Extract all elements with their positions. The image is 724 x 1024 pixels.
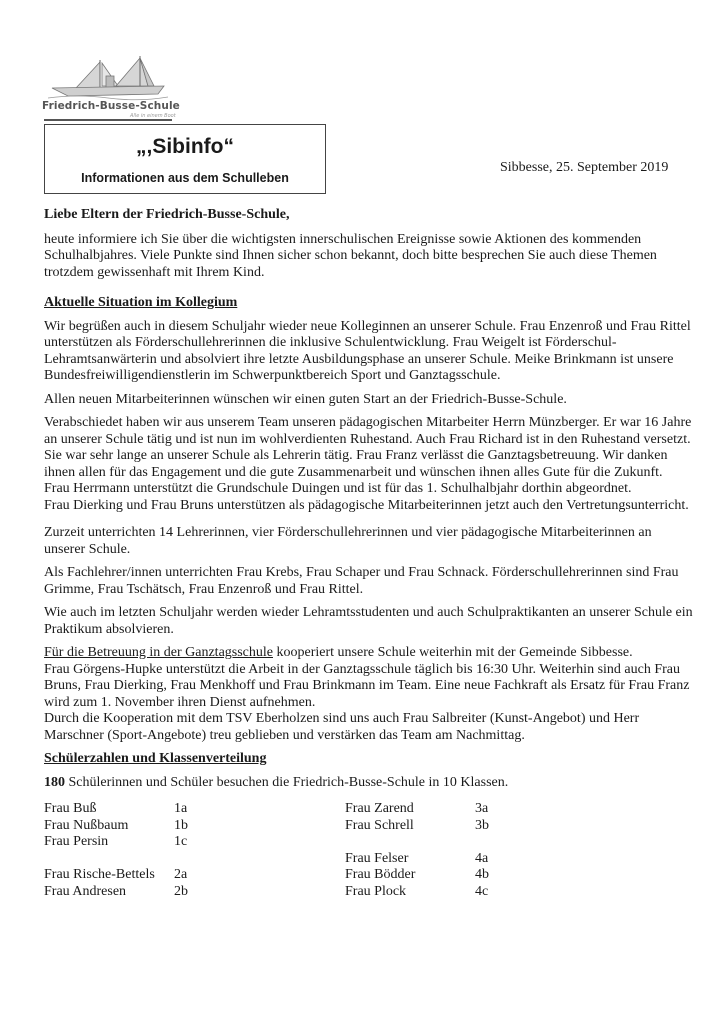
teacher-name: Frau Buß [44,801,97,816]
paragraph-new-colleagues: Wir begrüßen auch in diesem Schuljahr wieder neue Kolleginnen an unserer Schule. Frau Enzenroß und Frau Rittel unterstützen als Förderschullehrerinnen die inklusive Schulentwicklung. Frau Weigelt ist Förderschul-Lehramtsanwärterin und absolviert ihre letzte Ausbildungsphase an unserer Schule. Meike Brinkmann ist unsere Bundesfreiwilligendienstlerin im Schwerpunktbereich Sport und Ganztagsschule. [44,318,691,383]
ganztag-staff: Frau Görgens-Hupke unterstützt die Arbeit in der Ganztagsschule täglich bis 16:30 Uhr. Weiterhin sind auch Frau Bruns, Frau Dierking, Frau Menkhoff und Frau Brinkmann im Team. Eine neue Fachkraft als Ersatz für Frau Franz wird zum 1. November ihren Dienst aufnehmen. [44,661,690,710]
teacher-name: Frau Nußbaum [44,817,129,833]
intro-paragraph: heute informiere ich Sie über die wichtigsten innerschulischen Ereignisse sowie Aktionen des kommenden Schulhalbjahres. Viele Punkte sind Ihnen sicher schon bekannt, doch bitte besprechen Sie auch diese Themen trotzdem gewissenhaft mit Ihrem Kind. [44,231,657,280]
teacher-name: Frau Bödder [345,867,416,882]
greeting: Liebe Eltern der Friedrich-Busse-Schule, [44,207,290,222]
paragraph-specialist-teachers: Als Fachlehrer/innen unterrichten Frau Krebs, Frau Schaper und Frau Schnack. Förderschullehrerinnen sind Frau Grimme, Frau Tschätsch, Frau Enzenroß und Frau Rittel. [44,565,679,597]
newsletter-title-box [44,124,326,194]
place-date: Sibbesse, 25. September 2019 [500,160,669,175]
class-label: 2a [174,867,188,882]
student-count: 180 [44,774,65,790]
letter-body [44,207,694,911]
farewell-text: Verabschiedet haben wir aus unserem Team unseren pädagogischen Mitarbeiter Herrn Münzberger. Er war 16 Jahre an unserer Schule tätig und ist nun im wohlverdienten Ruhestand. Auch Frau Richard ist in den Ruhestand versetzt. Sie war sehr lange an unserer Schule als Lehrerin tätig. Frau Franz verlässt die Ganztagsbetreuung. Wir danken ihnen allen für das Engagement und die gute Zusammenarbeit und wünschen ihnen alles Gute für die Zukunft. [44,415,692,480]
paragraph-welcome: Allen neuen Mitarbeiterinnen wünschen wir einen guten Start an der Friedrich-Busse-Schule. [44,391,567,407]
class-label: 3b [475,817,489,833]
teacher-name: Frau Schrell [345,817,414,833]
student-count-line [44,775,694,792]
paragraph-interns: Wie auch im letzten Schuljahr werden wieder Lehramtsstudenten und auch Schulpraktikanten an unserer Schule ein Praktikum absolvieren. [44,605,693,637]
logo-divider [44,119,172,121]
teacher-name: Frau Felser [345,850,409,866]
class-label: 1a [174,801,188,816]
newsletter-subtitle: Informationen aus dem Schulleben [81,171,289,185]
class-distribution [44,801,694,911]
class-label: 4c [475,883,489,899]
herrmann-text: Frau Herrmann unterstützt die Grundschule Duingen und ist für das 1. Schulhalbjahr dorthin abgeordnet. [44,481,632,496]
logo-motto: Alle in einem Boot [130,113,176,119]
teacher-name: Frau Plock [345,883,407,899]
class-label: 1b [174,817,188,833]
class-label: 4b [475,867,489,882]
class-label: 4a [475,850,489,866]
newsletter-title: „,Sibinfo“ [136,135,234,158]
paragraph-staff-count: Zurzeit unterrichten 14 Lehrerinnen, vier Förderschullehrerinnen und vier pädagogische Mitarbeiterinnen an unserer Schule. [44,525,652,557]
logo-school-name: Friedrich-Busse-Schule [42,100,180,112]
teacher-name: Frau Zarend [345,801,414,816]
school-logo [38,56,178,122]
teacher-name: Frau Andresen [44,883,127,899]
class-label: 3a [475,801,489,816]
class-label: 1c [174,834,188,849]
paragraph-farewell [44,415,694,514]
teacher-name: Frau Persin [44,834,109,849]
substitution-text: Frau Dierking und Frau Bruns unterstützen als pädagogische Mitarbeiterinnen jetzt auch den Vertretungsunterricht. [44,497,689,513]
teacher-name: Frau Rische-Bettels [44,867,155,882]
ganztag-lead: Für die Betreuung in der Ganztagsschule [44,645,273,660]
section-heading-schuelerzahlen: Schülerzahlen und Klassenverteilung [44,751,267,766]
class-label: 2b [174,883,188,899]
section-heading-kollegium: Aktuelle Situation im Kollegium [44,295,238,310]
ganztag-lead-rest: kooperiert unsere Schule weiterhin mit der Gemeinde Sibbesse. [273,645,633,660]
sailing-ship-icon [48,56,168,102]
ganztag-tsv: Durch die Kooperation mit dem TSV Eberholzen sind uns auch Frau Salbreiter (Kunst-Angebot) und Herr Marschner (Sport-Angebote) treu geblieben und verstärken das Team am Nachmittag. [44,711,640,743]
paragraph-ganztag [44,645,694,744]
student-count-text: Schülerinnen und Schüler besuchen die Friedrich-Busse-Schule in 10 Klassen. [65,774,509,790]
